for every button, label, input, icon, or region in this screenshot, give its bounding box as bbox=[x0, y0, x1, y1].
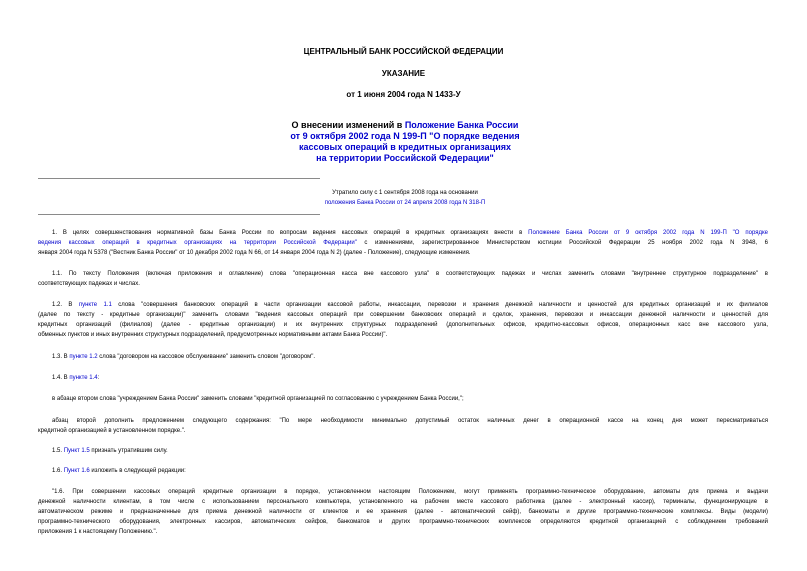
header-date: от 1 июня 2004 года N 1433-У bbox=[346, 90, 461, 99]
header-org: ЦЕНТРАЛЬНЫЙ БАНК РОССИЙСКОЙ ФЕДЕРАЦИИ bbox=[303, 47, 504, 56]
p13-link[interactable]: пункте 1.2 bbox=[69, 354, 98, 360]
p12-text-b: (далее по тексту - кредитные организации)" заменить словами "ведения кассовых операций при совершении банковских операций и сделок, хранения, перевозки и инкассации денежной наличности и ценностей для bbox=[38, 312, 768, 318]
p13-post: слова "договором на кассовое обслуживание" заменить словом "договором". bbox=[97, 354, 316, 360]
expiry-note-text: Утратило силу с 1 сентября 2008 года на основании bbox=[332, 190, 478, 196]
paragraph-1-4-b bbox=[38, 416, 768, 436]
p14-post: : bbox=[97, 375, 100, 381]
quote-text-d: программно-технического оборудования, электронных кассиров, автоматических сейфов, банкоматов и других программно-технических комплексов определяются кредитной организацией с соблюдением требований bbox=[38, 519, 768, 525]
p1-text-c: января 2004 года N 5378 ("Вестник Банка России" от 10 декабря 2002 года N 66, от 14 января 2004 года N 2) (далее - Положение), следующие изменения. bbox=[38, 250, 471, 256]
p16-link[interactable]: Пункт 1.6 bbox=[63, 468, 90, 474]
quote-text-a: "1.6. При совершении кассовых операций кредитные организации в порядке, установленном настоящим Положением, могут применять программно-техническое оборудование, автоматы для приема и выдачи bbox=[52, 489, 768, 495]
p11-text-a: 1.1. По тексту Положения (включая приложения и оглавление) слова "операционная касса вне кассового узла" в соответствующих падежах и числах заменить словами "внутреннее структурное подразделение" в bbox=[52, 271, 768, 277]
paragraph-1-1 bbox=[38, 269, 768, 289]
p11-text-b: соответствующих падежах и числах. bbox=[38, 281, 140, 287]
p14-pre: 1.4. В bbox=[52, 375, 70, 381]
paragraph-1-3 bbox=[38, 352, 768, 362]
paragraph-1-4 bbox=[38, 373, 768, 383]
p14b-text-b: кредитной организацией в установленном порядке.". bbox=[38, 428, 186, 434]
title-link-1[interactable]: Положение Банка России bbox=[404, 120, 519, 130]
header-doc-type: УКАЗАНИЕ bbox=[381, 69, 426, 78]
paragraph-1-4-a: в абзаце втором слова "учреждением Банка России" заменить словами "кредитной организацией по согласованию с учреждением Банка России,"; bbox=[52, 396, 464, 402]
p15-link[interactable]: Пункт 1.5 bbox=[63, 448, 90, 454]
p12-link[interactable]: пункте 1.1 bbox=[78, 302, 112, 308]
p1-text-a: 1. В целях совершенствования нормативной базы Банка России по вопросам ведения кассовых операций в кредитных организациях внести в bbox=[52, 230, 529, 236]
p12-pre: 1.2. В bbox=[52, 302, 79, 308]
expiry-note bbox=[230, 188, 580, 208]
paragraph-1-2 bbox=[38, 300, 768, 340]
quote-text-b: денежной наличности клиентам, в том числе с использованием персонального компьютера, установленного на рабочем месте кассового работника (далее - электронный кассир), терминалы, функционирующие в bbox=[38, 499, 768, 505]
expiry-note-link[interactable]: положения Банка России от 24 апреля 2008 года N 318-П bbox=[324, 200, 486, 206]
p13-pre: 1.3. В bbox=[52, 354, 70, 360]
document-title bbox=[230, 120, 580, 164]
divider-bottom bbox=[38, 214, 320, 215]
title-link-3[interactable]: кассовых операций в кредитных организациях bbox=[298, 142, 511, 152]
p15-post: признать утратившим силу. bbox=[89, 448, 168, 454]
paragraph-1-5 bbox=[38, 446, 768, 456]
p1-link[interactable]: Положение Банка России от 9 октября 2002 года N 199-П "О порядке bbox=[528, 230, 768, 236]
p12-text-d: обменных пунктов и иных внутренних структурных подразделений, предусмотренных нормативными актами Банка России)". bbox=[38, 332, 388, 338]
title-prefix: О внесении изменений в bbox=[291, 120, 405, 130]
quote-text-e: приложения 1 к настоящему Положению.". bbox=[38, 529, 158, 535]
quote-text-c: автоматическом режиме и предназначенные для приема денежной наличности от клиентов и ее хранения (далее - автоматический сейф), банкоматы и другие программно-технические комплексы. Виды (модели) bbox=[38, 509, 768, 515]
paragraph-1 bbox=[38, 228, 768, 258]
p12-text-a: слова "совершения банковских операций в части организации кассовой работы, инкассации, перевозки и хранения денежной наличности и ценностей для кредитных организаций и их филиалов bbox=[111, 302, 769, 308]
title-link-2[interactable]: от 9 октября 2002 года N 199-П "О порядке ведения bbox=[290, 131, 520, 141]
title-link-4[interactable]: на территории Российской Федерации" bbox=[316, 153, 494, 163]
paragraph-1-6 bbox=[38, 466, 768, 476]
p16-pre: 1.6. bbox=[52, 468, 64, 474]
quoted-paragraph bbox=[38, 487, 768, 537]
p14b-text-a: абзац второй дополнить предложением следующего содержания: "По мере необходимости минимально допустимый остаток наличных денег в операционной кассе на конец дня может пересматриваться bbox=[52, 418, 768, 424]
p15-pre: 1.5. bbox=[52, 448, 64, 454]
p16-post: изложить в следующей редакции: bbox=[89, 468, 186, 474]
p1-link-2[interactable]: ведения кассовых операций в кредитных организациях на территории Российской Федерации" bbox=[38, 240, 357, 246]
p14-link[interactable]: пункте 1.4 bbox=[69, 375, 98, 381]
p12-text-c: кредитных организаций (филиалов) (далее - кредитные организации) и их внутренних структурных подразделений (дополнительных офисов, кредитно-кассовых офисов, операционных касс вне кассового узла, bbox=[38, 322, 768, 328]
p1-text-b: с изменениями, зарегистрированное Министерством юстиции Российской Федерации 25 ноября 2002 года N 3948, 6 bbox=[356, 240, 768, 246]
divider-top bbox=[38, 178, 320, 179]
